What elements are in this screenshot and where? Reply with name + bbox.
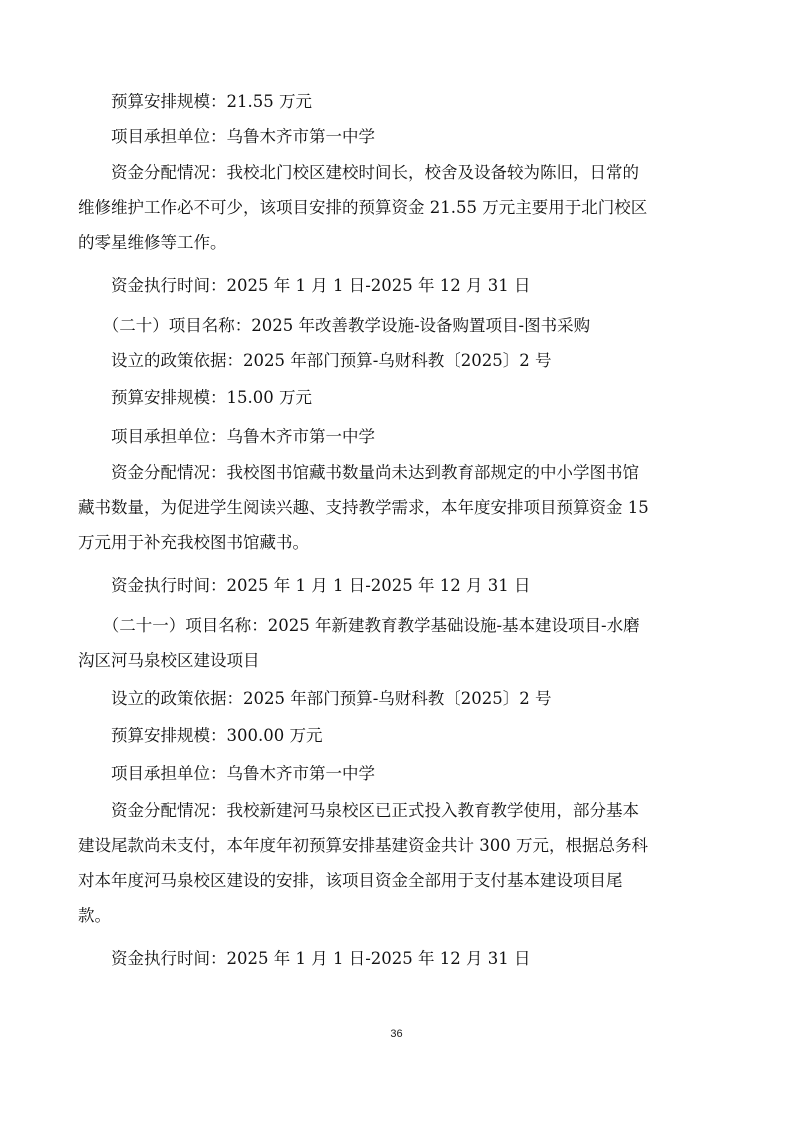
page-number: 36 — [390, 1028, 403, 1040]
policy-basis-line: 设立的政策依据：2025 年部门预算-乌财科教〔2025〕2 号 — [78, 689, 552, 708]
project-unit-line: 项目承担单位：乌鲁木齐市第一中学 — [78, 764, 375, 783]
budget-scale-line: 预算安排规模：300.00 万元 — [78, 726, 323, 745]
policy-basis-line: 设立的政策依据：2025 年部门预算-乌财科教〔2025〕2 号 — [78, 351, 552, 370]
execution-time-line: 资金执行时间：2025 年 1 月 1 日-2025 年 12 月 31 日 — [78, 576, 531, 595]
project-unit-line: 项目承担单位：乌鲁木齐市第一中学 — [78, 427, 375, 446]
execution-time-line: 资金执行时间：2025 年 1 月 1 日-2025 年 12 月 31 日 — [78, 949, 531, 968]
execution-time-line: 资金执行时间：2025 年 1 月 1 日-2025 年 12 月 31 日 — [78, 276, 531, 295]
budget-scale-line: 预算安排规模：21.55 万元 — [78, 92, 312, 111]
project-title-21: （二十一）项目名称：2025 年新建教育教学基础设施-基本建设项目-水磨 沟区河马泉校区建设项目 — [78, 616, 640, 670]
fund-allocation-paragraph: 资金分配情况：我校北门校区建校时间长，校舍及设备较为陈旧，日常的 维修维护工作必不可少，该项目安排的预算资金 21.55 万元主要用于北门校区 的零星维修等工作。 — [78, 163, 648, 252]
project-unit-line: 项目承担单位：乌鲁木齐市第一中学 — [78, 127, 375, 146]
fund-allocation-paragraph: 资金分配情况：我校图书馆藏书数量尚未达到教育部规定的中小学图书馆 藏书数量，为促进学生阅读兴趣、支持教学需求，本年度安排项目预算资金 15 万元用于补充我校图书馆藏书。 — [78, 463, 649, 552]
budget-scale-line: 预算安排规模：15.00 万元 — [78, 388, 312, 407]
project-title-20: （二十）项目名称：2025 年改善教学设施-设备购置项目-图书采购 — [78, 316, 591, 335]
fund-allocation-paragraph: 资金分配情况：我校新建河马泉校区已正式投入教育教学使用，部分基本 建设尾款尚未支付，本年度年初预算安排基建资金共计 300 万元，根据总务科 对本年度河马泉校区建设的安排，该项目资金全部用于支付基本建设项目尾 款。 — [78, 801, 648, 925]
